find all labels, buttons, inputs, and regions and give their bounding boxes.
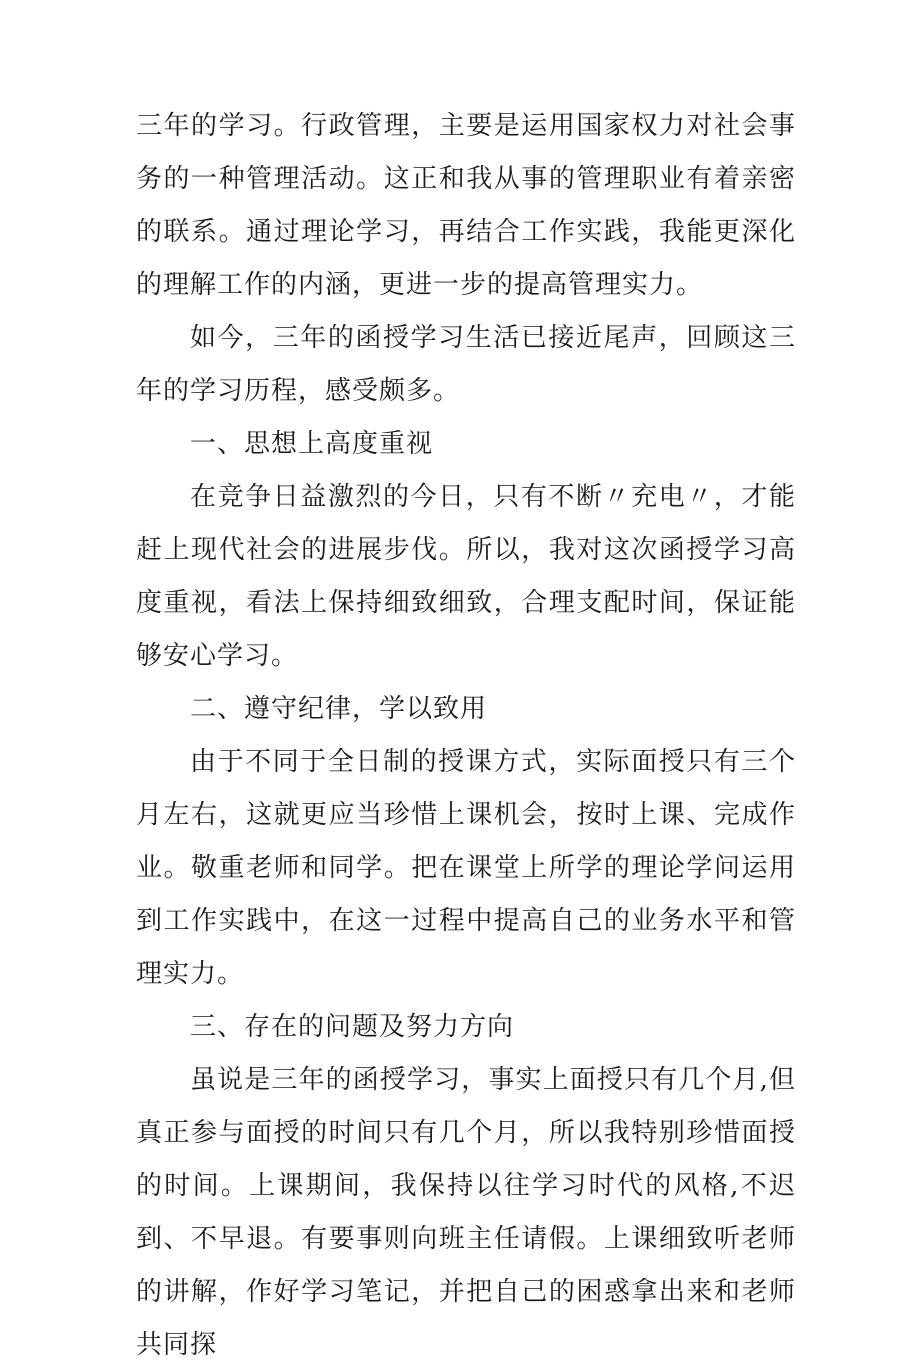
paragraph-section-3: 虽说是三年的函授学习，事实上面授只有几个月,但真正参与面授的时间只有几个月，所以我特别珍惜面授的时间。上课期间，我保持以往学习时代的风格,不迟到、不早退。有要事则向班主任请假。上课细致听老师的讲解，作好学习笔记，并把自己的困惑拿出来和老师共同探: [136, 1065, 796, 1360]
paragraph-intro: 如今，三年的函授学习生活已接近尾声，回顾这三年的学习历程，感受颇多。: [136, 323, 796, 406]
section-heading-1: 一、思想上高度重视: [190, 429, 434, 459]
paragraph-section-1: 在竞争日益激烈的今日，只有不断〃充电〃，才能赶上现代社会的进展步伐。所以，我对这次函授学习高度重视，看法上保持细致细致，合理支配时间，保证能够安心学习。: [136, 482, 796, 671]
section-heading-2: 二、遵守纪律，学以致用: [190, 694, 488, 724]
section-heading-3: 三、存在的问题及努力方向: [190, 1012, 515, 1042]
document-body: [136, 100, 796, 1372]
paragraph-continuation: 三年的学习。行政管理，主要是运用国家权力对社会事务的一种管理活动。这正和我从事的管理职业有着亲密的联系。通过理论学习，再结合工作实践，我能更深化的理解工作的内涵，更进一步的提高管理实力。: [136, 111, 796, 300]
paragraph-section-2: 由于不同于全日制的授课方式，实际面授只有三个月左右，这就更应当珍惜上课机会，按时上课、完成作业。敬重老师和同学。把在课堂上所学的理论学问运用到工作实践中，在这一过程中提高自己的业务水平和管理实力。: [136, 747, 796, 989]
